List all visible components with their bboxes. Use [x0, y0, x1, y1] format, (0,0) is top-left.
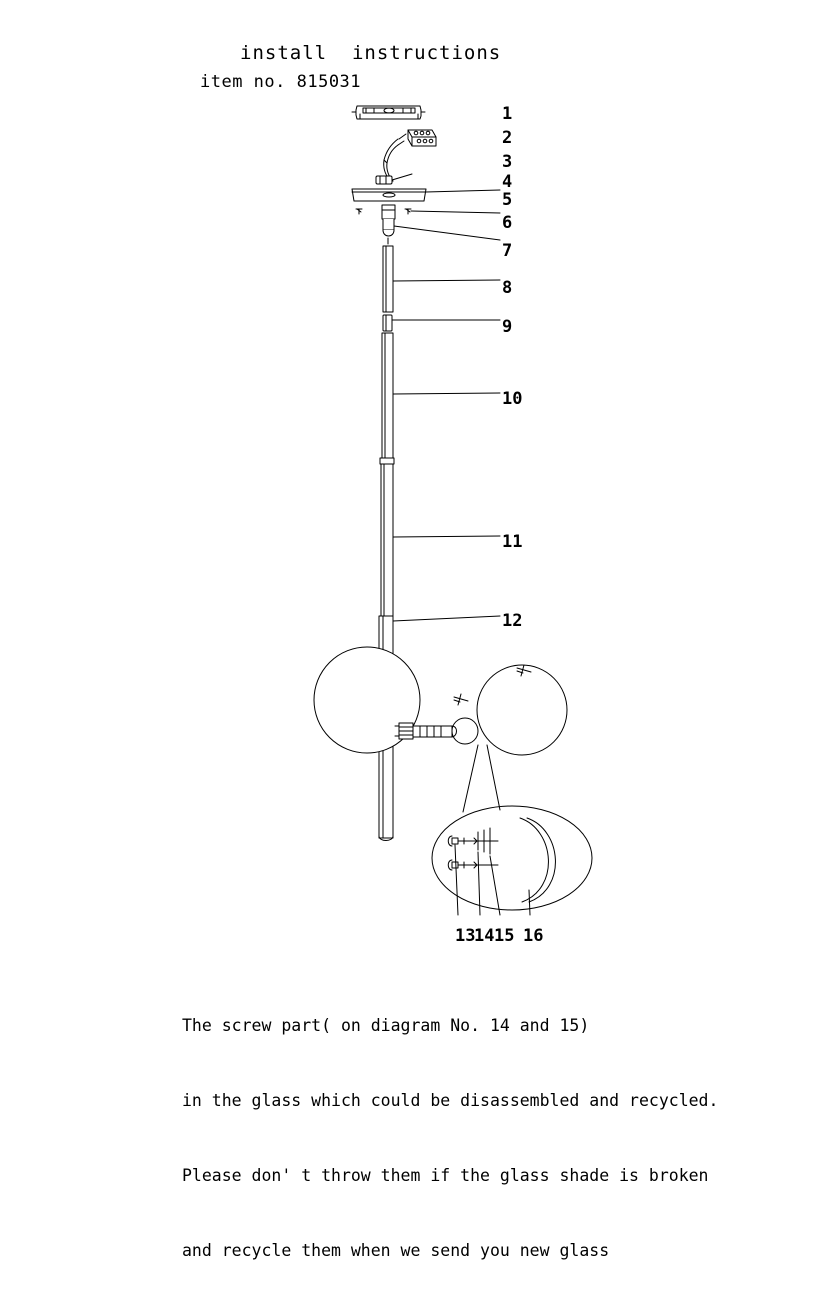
callout-label-3: 3 — [502, 152, 513, 172]
part-globe-screw-marks — [454, 665, 531, 705]
callout-label-8: 8 — [502, 278, 513, 298]
part-screws — [356, 209, 500, 214]
item-number: item no. 815031 — [200, 72, 362, 92]
note-line-2: in the glass which could be disassembled and recycled. — [182, 1091, 719, 1110]
callout-label-5: 5 — [502, 190, 513, 210]
detail-screw-assembly — [448, 818, 555, 902]
recycling-note — [182, 963, 802, 1313]
part-upper-rod — [383, 246, 500, 312]
note-line-3: Please don' t throw them if the glass shade is broken — [182, 1166, 709, 1185]
part-mid-rod — [382, 333, 500, 458]
callout-label-10: 10 — [502, 389, 523, 409]
part-wire-harness — [384, 139, 398, 181]
bottom-callout-leaders — [455, 845, 530, 915]
part-lamp-socket-left — [395, 723, 441, 739]
callout-label-13: 13 — [455, 926, 476, 946]
callout-label-12: 12 — [502, 611, 523, 631]
note-line-4: and recycle them when we send you new glass — [182, 1241, 610, 1260]
part-canopy-plate — [352, 189, 500, 201]
part-terminal-block — [398, 130, 436, 146]
callout-label-14: 14 — [474, 926, 495, 946]
part-lower-rod — [380, 458, 500, 616]
part-bulb — [441, 718, 478, 744]
page-title: install instructions — [240, 42, 502, 64]
callout-label-2: 2 — [502, 128, 513, 148]
callout-label-7: 7 — [502, 241, 513, 261]
part-small-connector — [376, 174, 412, 184]
part-ball-joint — [382, 205, 500, 244]
callout-label-1: 1 — [502, 104, 513, 124]
part-glass-globe-right — [477, 665, 567, 755]
detail-view-callout — [432, 745, 592, 910]
callout-label-9: 9 — [502, 317, 513, 337]
callout-label-15: 15 — [494, 926, 515, 946]
callout-label-6: 6 — [502, 213, 513, 233]
note-line-1: The screw part( on diagram No. 14 and 15) — [182, 1016, 590, 1035]
callout-label-4: 4 — [502, 172, 513, 192]
callout-label-16: 16 — [523, 926, 544, 946]
callout-label-11: 11 — [502, 532, 523, 552]
part-mounting-bracket — [352, 106, 425, 119]
part-coupler — [383, 315, 500, 331]
